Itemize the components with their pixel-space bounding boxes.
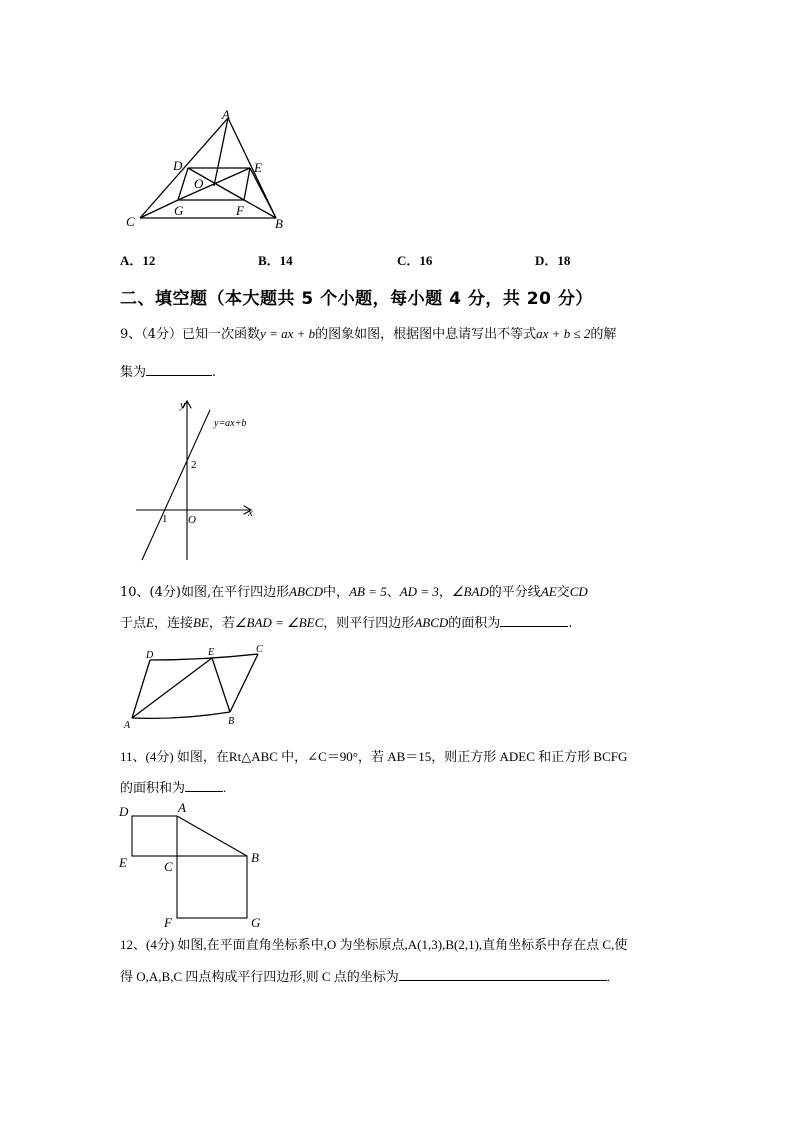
q10-line-1 <box>120 583 588 602</box>
q8-segment-ef <box>244 168 250 200</box>
q8-label-d: D <box>173 158 183 173</box>
q9-mid: 的图象如图，根据图中息请写出不等式 <box>315 327 537 342</box>
q9-end: . <box>212 365 217 380</box>
q9-origin-label: O <box>188 514 196 526</box>
q10-cd: CD <box>569 584 588 599</box>
q8-choice-a <box>120 250 155 269</box>
q8-label-o: O <box>194 176 204 191</box>
q8-choice-c-value: 16 <box>419 253 433 268</box>
q10-t3: ， <box>438 585 452 600</box>
q9-x-label: x <box>248 507 253 519</box>
q8-choice-a-letter: A． <box>120 253 143 268</box>
q8-label-e: E <box>254 160 262 175</box>
q10-label-a: A <box>124 720 131 731</box>
q8-choice-c-letter: C． <box>397 253 420 268</box>
q9-graph <box>130 398 270 563</box>
q10-angle-eq: ∠BAD = ∠BEC <box>234 615 324 630</box>
q11-label-a: A <box>178 800 186 815</box>
q10-angle-bad: ∠BAD <box>451 584 489 599</box>
q11-label-c: C <box>164 859 173 874</box>
q10-l2i: 的面积为 <box>448 616 501 631</box>
section-heading: 二、填空题（本大题共 5 个小题，每小题 4 分，共 20 分） <box>120 289 593 309</box>
q10-ab: AB = 5 <box>349 584 387 599</box>
q9-answer-blank[interactable] <box>146 363 212 376</box>
q10-label-e: E <box>208 647 215 658</box>
q11-label-f: F <box>164 915 172 930</box>
q8-label-a: A <box>222 107 230 122</box>
q8-segment-ao <box>214 118 228 186</box>
q8-choice-d <box>535 250 570 269</box>
q10-segment-ae <box>132 658 212 718</box>
q10-l2g: ，则平行四边形 <box>323 616 415 631</box>
q11-segment-ab <box>177 816 247 856</box>
q10-side-dc <box>150 654 258 660</box>
q10-t1: 中， <box>323 585 350 600</box>
q9-inequality: ax + b ≤ 2 <box>536 326 591 341</box>
q8-label-c: C <box>126 214 135 229</box>
q9-tail: 的解 <box>590 327 617 342</box>
q10-l2c: ，连接 <box>153 616 193 631</box>
q8-label-f: F <box>236 203 244 218</box>
q12-answer-blank[interactable] <box>399 968 607 981</box>
q8-choice-d-letter: D． <box>535 253 558 268</box>
q9-y-tick-2: 2 <box>191 459 197 471</box>
q9-line2-text: 集为 <box>120 365 147 380</box>
q9-prefix: 9、（4分）已知一次函数 <box>120 327 261 342</box>
q8-choice-b-letter: B． <box>258 253 280 268</box>
q10-t5: 交 <box>556 585 570 600</box>
q10-parallelogram-figure <box>120 640 280 732</box>
q10-segment-eb <box>212 658 230 712</box>
q10-label-d: D <box>146 650 154 661</box>
q10-ae: AE <box>540 584 557 599</box>
q10-abcd-2: ABCD <box>414 615 449 630</box>
q10-side-ab <box>132 712 230 718</box>
q10-ad: AD = 3 <box>399 584 439 599</box>
q9-line-label: y=ax+b <box>214 418 247 429</box>
q11-label-g: G <box>251 915 261 930</box>
q11-label-d: D <box>119 804 129 819</box>
q11-answer-blank[interactable] <box>185 779 223 792</box>
q10-be: BE <box>192 615 209 630</box>
q8-triangle-figure <box>118 104 308 232</box>
q12-end: . <box>606 969 611 984</box>
q11-line2-text: 的面积和为 <box>120 780 186 795</box>
q8-choice-b <box>258 250 293 269</box>
q9-y-label: y <box>180 399 185 411</box>
q10-label-c: C <box>256 644 263 655</box>
q11-line-1: 11、(4分) 如图，在Rt△ABC 中，∠C＝90°，若 AB＝15，则正方形 ADEC 和正方形 BCFG <box>120 749 628 764</box>
q11-label-b: B <box>251 850 259 865</box>
q12-line-2 <box>120 968 610 986</box>
q8-choice-b-value: 14 <box>279 253 293 268</box>
q9-function: y = ax + b <box>260 326 316 341</box>
q8-choice-a-value: 12 <box>142 253 156 268</box>
q8-label-g: G <box>174 203 184 218</box>
q8-label-b: B <box>275 216 283 231</box>
q10-line-2 <box>120 614 572 633</box>
q11-square-adec <box>132 816 177 856</box>
q11-line-2 <box>120 779 226 797</box>
q10-l2a: 于点 <box>120 616 147 631</box>
q10-answer-blank[interactable] <box>500 614 568 627</box>
q8-segment-cg <box>140 200 178 218</box>
q8-choice-c <box>397 250 432 269</box>
q10-end: . <box>568 616 573 631</box>
q11-end: . <box>223 780 227 795</box>
q12-line-1: 12、(4分) 如图,在平面直角坐标系中,O 为坐标原点,A(1,3),B(2,1),直角坐标系中存在点 C,使 <box>120 937 628 952</box>
q10-abcd: ABCD <box>289 584 324 599</box>
q10-side-da <box>132 660 150 718</box>
q10-t4: 的平分线 <box>488 585 541 600</box>
q10-side-cb <box>230 654 258 712</box>
q11-squares-figure <box>114 800 274 930</box>
q11-label-e: E <box>119 855 127 870</box>
q10-t2: 、 <box>386 585 400 600</box>
q10-prefix: 10、(4分)如图,在平行四边形 <box>120 585 290 600</box>
q10-l2e: ，若 <box>208 616 235 631</box>
q8-choice-d-value: 18 <box>557 253 571 268</box>
q11-square-bcfg <box>177 856 247 918</box>
q9-line-1 <box>120 325 616 344</box>
q10-label-b: B <box>228 716 235 727</box>
q9-function-line <box>142 410 210 560</box>
q9-line-2 <box>120 363 216 382</box>
q9-x-tick-1: 1 <box>162 513 168 525</box>
q12-line2-text: 得 O,A,B,C 四点构成平行四边形,则 C 点的坐标为 <box>120 969 399 984</box>
q10-point-e: E <box>146 615 154 630</box>
